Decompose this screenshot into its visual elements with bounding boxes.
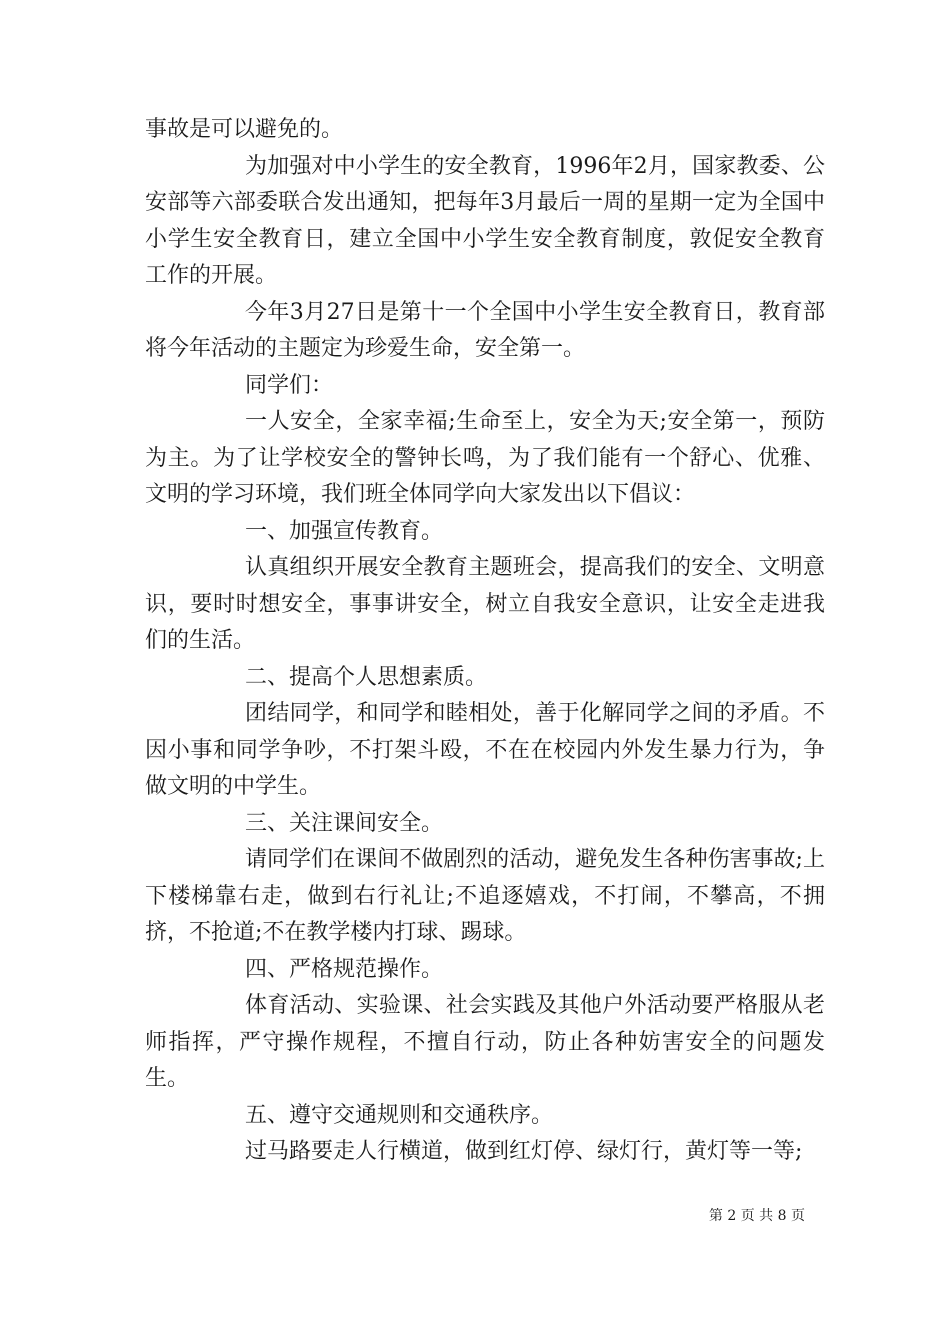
paragraph: 请同学们在课间不做剧烈的活动，避免发生各种伤害事故;上下楼梯靠右走，做到右行礼让;不追逐嬉戏，不打闹，不攀高，不拥挤，不抢道;不在教学楼内打球、踢球。 — [145, 847, 825, 945]
paragraph: 认真组织开展安全教育主题班会，提高我们的安全、文明意识，要时时想安全，事事讲安全，树立自我安全意识，让安全走进我们的生活。 — [145, 555, 825, 653]
paragraph: 团结同学，和同学和睦相处，善于化解同学之间的矛盾。不因小事和同学争吵，不打架斗殴，不在在校园内外发生暴力行为，争做文明的中学生。 — [145, 701, 825, 799]
section-heading: 一、加强宣传教育。 — [245, 518, 444, 544]
section-heading: 三、关注课间安全。 — [245, 810, 444, 836]
paragraph: 事故是可以避免的。 — [145, 117, 344, 142]
section-heading: 四、严格规范操作。 — [245, 956, 444, 982]
paragraph: 同学们： — [245, 372, 334, 398]
section-heading: 五、遵守交通规则和交通秩序。 — [245, 1102, 554, 1128]
paragraph: 今年3月27日是第十一个全国中小学生安全教育日，教育部将今年活动的主题定为珍爱生命，安全第一。 — [145, 299, 825, 361]
paragraph: 过马路要走人行横道，做到红灯停、绿灯行，黄灯等一等; — [245, 1139, 803, 1164]
section-heading: 二、提高个人思想素质。 — [245, 664, 488, 690]
document-body — [145, 112, 825, 1171]
paragraph: 体育活动、实验课、社会实践及其他户外活动要严格服从老师指挥，严守操作规程，不擅自行动，防止各种妨害安全的问题发生。 — [145, 993, 825, 1091]
page-number-footer: 第 2 页 共 8 页 — [708, 1208, 805, 1224]
paragraph: 为加强对中小学生的安全教育，1996年2月，国家教委、公安部等六部委联合发出通知，把每年3月最后一周的星期一定为全国中小学生安全教育日，建立全国中小学生安全教育制度，敦促安全教育工作的开展。 — [145, 153, 825, 288]
paragraph: 一人安全，全家幸福;生命至上，安全为天;安全第一，预防为主。为了让学校安全的警钟长鸣，为了我们能有一个舒心、优雅、文明的学习环境，我们班全体同学向大家发出以下倡议： — [145, 409, 825, 507]
